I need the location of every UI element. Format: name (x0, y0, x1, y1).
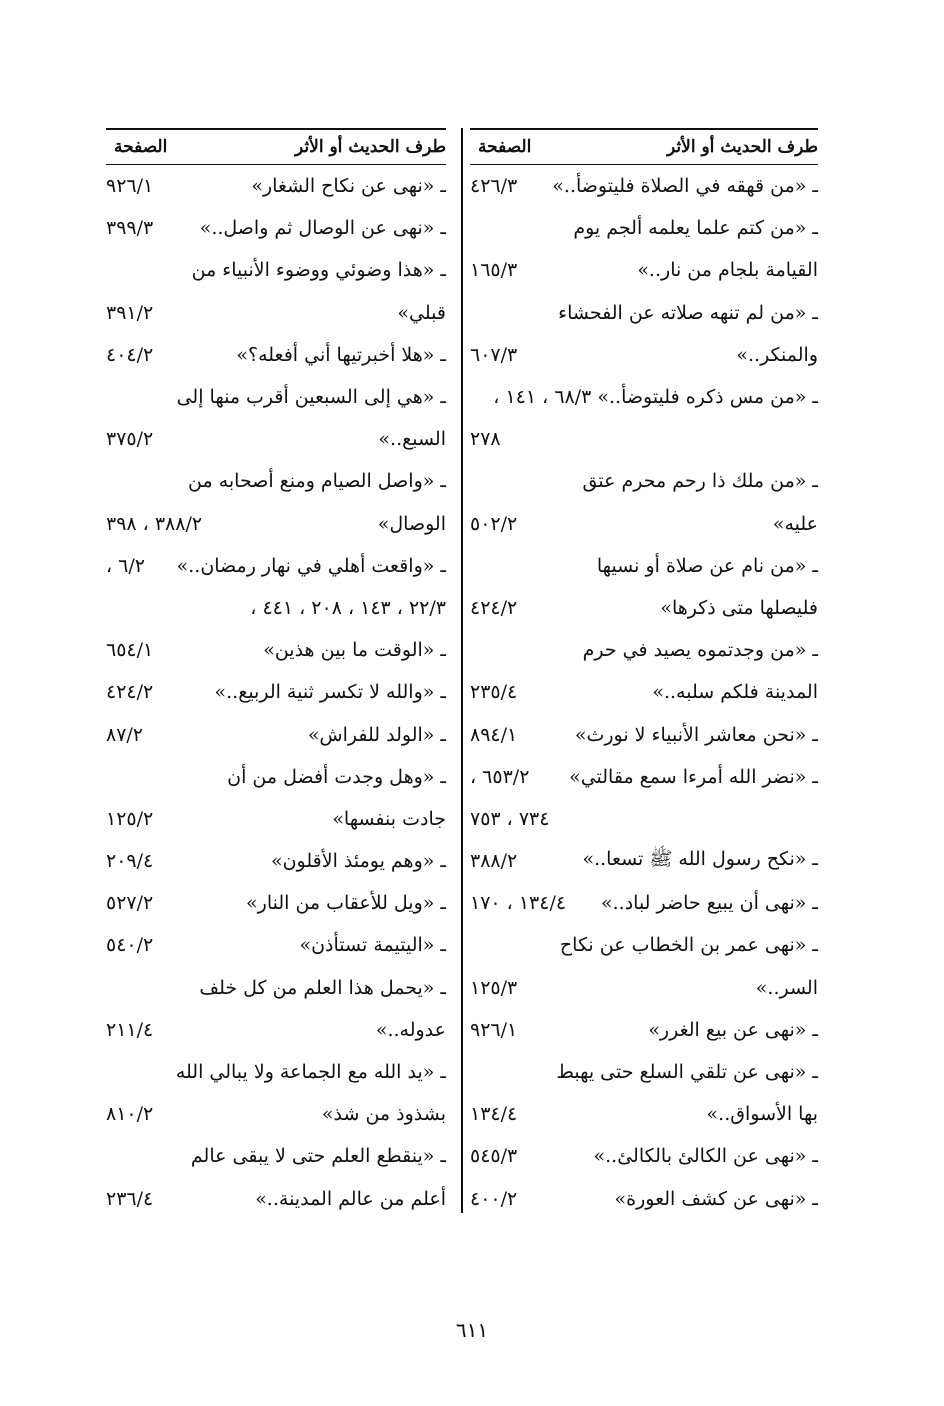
entry-page-ref: ٣٩١/٢ (106, 301, 154, 324)
header-page: الصفحة (478, 137, 532, 157)
entry-page-ref: ١٣٤/٤ ، ١٧٠ (470, 892, 567, 915)
entry-page-ref: ٢١١/٤ (106, 1018, 154, 1041)
entry-page-ref: ٤٠٤/٢ (106, 343, 154, 366)
entry-page-ref: ٩٢٦/١ (470, 1018, 518, 1041)
index-line (470, 756, 818, 798)
index-line (470, 1093, 818, 1135)
index-line (470, 713, 818, 755)
index-line (470, 545, 818, 587)
page-number: ٦١١ (455, 1318, 489, 1342)
entry-page-ref: ٦٥٣/٢ ، (470, 765, 530, 788)
entry-text: بها الأسواق..» (706, 1103, 818, 1126)
index-line (106, 376, 446, 418)
entry-page-ref: ٣٨٨/٢ ، ٣٩٨ (106, 512, 203, 535)
index-line (106, 1093, 446, 1135)
index-line (106, 545, 446, 587)
entry-page-ref: ٨٩٤/١ (470, 723, 518, 746)
entry-text: عدوله..» (375, 1018, 446, 1041)
entry-text: ـ «نهى عن نكاح الشغار» (251, 175, 446, 198)
entry-page-ref: ٢٠٩/٤ (106, 850, 154, 873)
entry-text: ـ «الوقت ما بين هذين» (263, 639, 446, 662)
index-line (470, 334, 818, 376)
entry-page-ref: ٤٢٤/٢ (106, 681, 154, 704)
index-line (106, 1009, 446, 1051)
index-line (470, 503, 818, 545)
index-line (106, 334, 446, 376)
entry-text: قبلي» (397, 301, 446, 324)
entry-text: ـ «واصل الصيام ومنع أصحابه من (188, 470, 446, 493)
column-divider (461, 128, 463, 1213)
entry-page-ref: ٦٠٧/٣ (470, 343, 518, 366)
entry-page-ref: ٦٥٤/١ (106, 639, 154, 662)
entry-text: عليه» (772, 512, 818, 535)
entry-text: السر..» (755, 976, 818, 999)
index-line (106, 882, 446, 924)
index-line (470, 207, 818, 249)
entry-page-ref: ٥٠٢/٢ (470, 512, 518, 535)
entry-text: والمنكر..» (736, 343, 818, 366)
index-line (106, 713, 446, 755)
entry-page-ref: ٣٩٩/٣ (106, 217, 154, 240)
entry-text: ـ «نهى عن بيع الغرر» (648, 1018, 818, 1041)
entry-page-ref: ٧٣٤ ، ٧٥٣ (470, 807, 550, 830)
entry-text: ـ «من وجدتموه يصيد في حرم (582, 639, 818, 662)
index-line (470, 882, 818, 924)
index-line (470, 967, 818, 1009)
entry-text: ـ «نكح رسول الله ﷺ تسعا..» (582, 848, 818, 871)
index-line (470, 460, 818, 502)
index-line (470, 924, 818, 966)
index-line (470, 249, 818, 291)
entry-text: ـ «يحمل هذا العلم من كل خلف (199, 976, 446, 999)
entry-text: ـ «نهى عن الوصال ثم واصل..» (199, 217, 446, 240)
entry-page-ref: ٢٣٥/٤ (470, 681, 518, 704)
entry-page-ref: ٨٧/٢ (106, 723, 144, 746)
index-line (106, 967, 446, 1009)
entry-page-ref: ٦/٢ ، (106, 554, 145, 577)
index-line (106, 671, 446, 713)
index-line (470, 292, 818, 334)
index-line (106, 503, 446, 545)
entry-text: ـ «الولد للفراش» (307, 723, 446, 746)
entry-page-ref: ٣٧٥/٢ (106, 428, 154, 451)
index-line (106, 165, 446, 207)
entry-page-ref: ١٢٥/٢ (106, 807, 154, 830)
entry-text: جادت بنفسها» (332, 807, 446, 830)
index-line (470, 376, 818, 418)
index-line (106, 460, 446, 502)
entry-text: ـ «نهى عن تلقي السلع حتى يهبط (556, 1061, 818, 1084)
index-line (106, 1135, 446, 1177)
entry-text: ـ «من قهقه في الصلاة فليتوضأ..» (552, 175, 818, 198)
entry-text: القيامة بلجام من نار..» (637, 259, 818, 282)
index-line (106, 924, 446, 966)
index-line (106, 1051, 446, 1093)
index-line (470, 671, 818, 713)
entry-text: ـ «هلا أخبرتيها أني أفعله؟» (236, 343, 446, 366)
entry-text: ـ «وهم يومئذ الأقلون» (270, 850, 446, 873)
index-line (470, 798, 818, 840)
index-line (106, 629, 446, 671)
entry-text: ـ «ينقطع العلم حتى لا يبقى عالم (190, 1145, 446, 1168)
index-line (106, 840, 446, 882)
header-term: طرف الحديث أو الأثر (667, 137, 818, 157)
index-line (106, 756, 446, 798)
entry-text: ـ «نهى عن الكالئ بالكالئ..» (593, 1145, 818, 1168)
right-entries (470, 165, 818, 1220)
header-term: طرف الحديث أو الأثر (295, 137, 446, 157)
entry-text: بشذوذ من شذ» (321, 1103, 446, 1126)
index-line (470, 165, 818, 207)
entry-text: ـ «وهل وجدت أفضل من أن (227, 765, 446, 788)
entry-text: ـ «يد الله مع الجماعة ولا يبالي الله (175, 1061, 446, 1084)
entry-page-ref: ١٦٥/٣ (470, 259, 518, 282)
entry-text: ـ «هي إلى السبعين أقرب منها إلى (176, 386, 446, 409)
entry-text: ـ «نهى عمر بن الخطاب عن نكاح (559, 934, 818, 957)
entry-text: ـ «من لم تنهه صلاته عن الفحشاء (558, 301, 818, 324)
entry-text: ـ «اليتيمة تستأذن» (299, 934, 446, 957)
entry-page-ref: ٤٢٤/٢ (470, 596, 518, 619)
entry-text: ـ «واقعت أهلي في نهار رمضان..» (176, 554, 446, 577)
index-line (106, 249, 446, 291)
entry-text: الوصال» (377, 512, 446, 535)
entry-text: ـ «من كتم علما يعلمه ألجم يوم (573, 217, 818, 240)
entry-text: ـ «ويل للأعقاب من النار» (246, 892, 446, 915)
index-line (470, 1135, 818, 1177)
entry-page-ref: ٨١٠/٢ (106, 1103, 154, 1126)
index-line (106, 418, 446, 460)
entry-page-ref: ٥٤٥/٣ (470, 1145, 518, 1168)
index-line (470, 1009, 818, 1051)
entry-page-ref: ١٣٤/٤ (470, 1103, 518, 1126)
entry-text: ـ «من نام عن صلاة أو نسيها (596, 554, 818, 577)
index-line (470, 629, 818, 671)
column-header (106, 130, 446, 165)
entry-page-ref: ١٢٥/٣ (470, 976, 518, 999)
entry-text: السبع..» (378, 428, 446, 451)
index-line (470, 1051, 818, 1093)
entry-page-ref: ٢٣٦/٤ (106, 1187, 154, 1210)
entry-text: فليصلها متى ذكرها» (660, 596, 818, 619)
left-column (106, 128, 446, 1220)
index-line (106, 587, 446, 629)
entry-text: ـ «من ملك ذا رحم محرم عتق (582, 470, 818, 493)
right-column (470, 128, 818, 1220)
index-line (470, 587, 818, 629)
entry-text: ٢٢/٣ ، ١٤٣ ، ٢٠٨ ، ٤٤١ ، (250, 596, 446, 619)
index-line (106, 798, 446, 840)
entry-text: ـ «من مس ذكره فليتوضأ..» ٦٨/٣ ، ١٤١ ، (493, 386, 818, 409)
header-page: الصفحة (114, 137, 168, 157)
entry-text: ـ «نهى عن كشف العورة» (614, 1187, 818, 1210)
index-line (106, 207, 446, 249)
entry-text: ـ «نحن معاشر الأنبياء لا نورث» (574, 723, 818, 746)
entry-page-ref: ٤٠٠/٢ (470, 1187, 518, 1210)
entry-text: ـ «هذا وضوئي ووضوء الأنبياء من (191, 259, 446, 282)
entry-text: أعلم من عالم المدينة..» (255, 1187, 446, 1210)
entry-text: ـ «نضر الله أمرءا سمع مقالتي» (569, 765, 818, 788)
entry-text: المدينة فلكم سلبه..» (652, 681, 818, 704)
entry-text: ـ «والله لا تكسر ثنية الربيع..» (214, 681, 446, 704)
entry-page-ref: ٣٨٨/٢ (470, 850, 518, 873)
index-line (470, 840, 818, 882)
index-line (106, 1178, 446, 1220)
index-line (106, 292, 446, 334)
index-line (470, 1178, 818, 1220)
left-entries (106, 165, 446, 1220)
entry-page-ref: ٩٢٦/١ (106, 175, 154, 198)
entry-text: ـ «نهى أن يبيع حاضر لباد..» (601, 892, 818, 915)
entry-page-ref: ٤٢٦/٣ (470, 175, 518, 198)
entry-page-ref: ٥٤٠/٢ (106, 934, 154, 957)
column-header (470, 130, 818, 165)
entry-page-ref: ٥٢٧/٢ (106, 892, 154, 915)
entry-page-ref: ٢٧٨ (470, 428, 501, 451)
index-line (470, 418, 818, 460)
